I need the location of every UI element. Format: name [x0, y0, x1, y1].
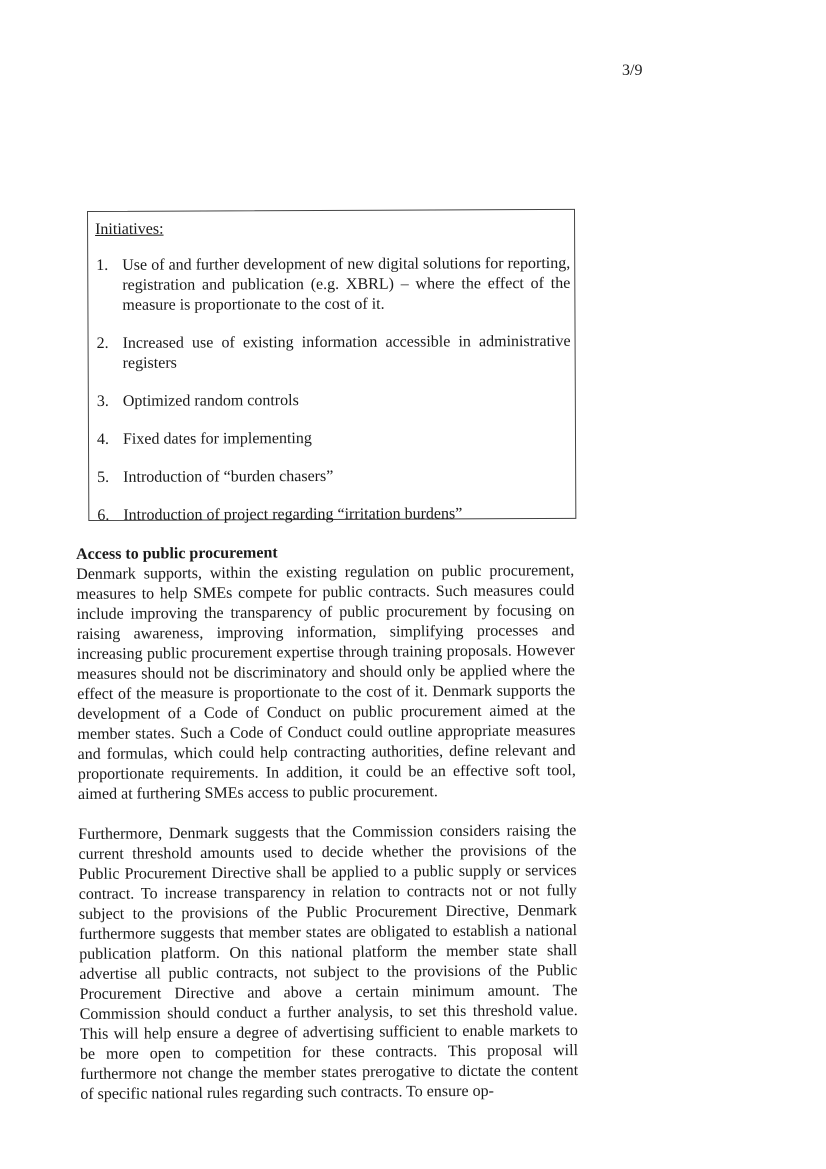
section-heading: Access to public procurement [76, 544, 278, 563]
initiatives-list [96, 254, 571, 526]
initiative-text: Fixed dates for implementing [122, 430, 312, 448]
initiative-text: Introduction of “burden chasers” [123, 467, 334, 486]
initiative-number: 5. [97, 468, 110, 486]
initiative-number: 6. [97, 506, 110, 524]
page-number: 3/9 [622, 62, 643, 79]
initiatives-heading: Initiatives: [95, 220, 164, 238]
initiatives-box [87, 209, 576, 524]
initiative-item [97, 428, 571, 450]
initiative-text: Use of and further development of new digital solutions for reporting, registration and publication (e.g. XBRL) – where the effect of the measure is proportionate to the cost of it. [122, 254, 571, 314]
initiative-item [96, 254, 570, 316]
initiative-number: 1. [96, 256, 109, 274]
initiative-item [97, 504, 571, 526]
initiative-item [97, 390, 571, 412]
initiative-item [97, 332, 571, 374]
initiative-text: Increased use of existing information accessible in administrative registers [122, 332, 571, 372]
initiative-number: 3. [96, 392, 109, 410]
initiative-number: 4. [96, 430, 110, 448]
body-paragraph: Denmark supports, within the existing regulation on public procurement, measures to help SMEs compete for public contracts. Such measures could include improving the transparency of public procurement by focusing on raising awareness, improving information, simplifying processes and increasing public procurement expertise through training proposals. However measures should not be discriminatory and should only be applied where the effect of the measure is proportionate to the cost of it. Denmark supports the development of a Code of Conduct on public procurement aimed at the member states. Such a Code of Conduct could outline appropriate measures and formulas, which could help contracting authorities, define relevant and proportionate requirements. In addition, it could be an effective soft tool, aimed at furthering SMEs access to public procurement. [76, 562, 576, 803]
initiative-item [97, 466, 571, 488]
body-paragraph: Furthermore, Denmark suggests that the Commission considers raising the current threshold amounts used to decide whether the provisions of the Public Procurement Directive shall be applied to a public supply or services contract. To increase transparency in relation to contracts not or not fully subject to the provisions of the Public Procurement Directive, Denmark furthermore suggests that member states are obligated to establish a national publication platform. On this national platform the member state shall advertise all public contracts, not subject to the provisions of the Public Procurement Directive and above a certain minimum amount. The Commission should conduct a further analysis, to set this threshold value. This will help ensure a degree of advertising sufficient to enable markets to be more open to competition for these contracts. This proposal will furthermore not change the member states prerogative to dictate the content of specific national rules regarding such contracts. To ensure op- [78, 822, 579, 1103]
initiative-number: 2. [96, 334, 109, 352]
access-to-public-procurement-section [76, 541, 578, 1105]
initiative-text: Optimized random controls [122, 392, 299, 410]
initiative-text: Introduction of project regarding “irritation burdens” [123, 505, 463, 524]
